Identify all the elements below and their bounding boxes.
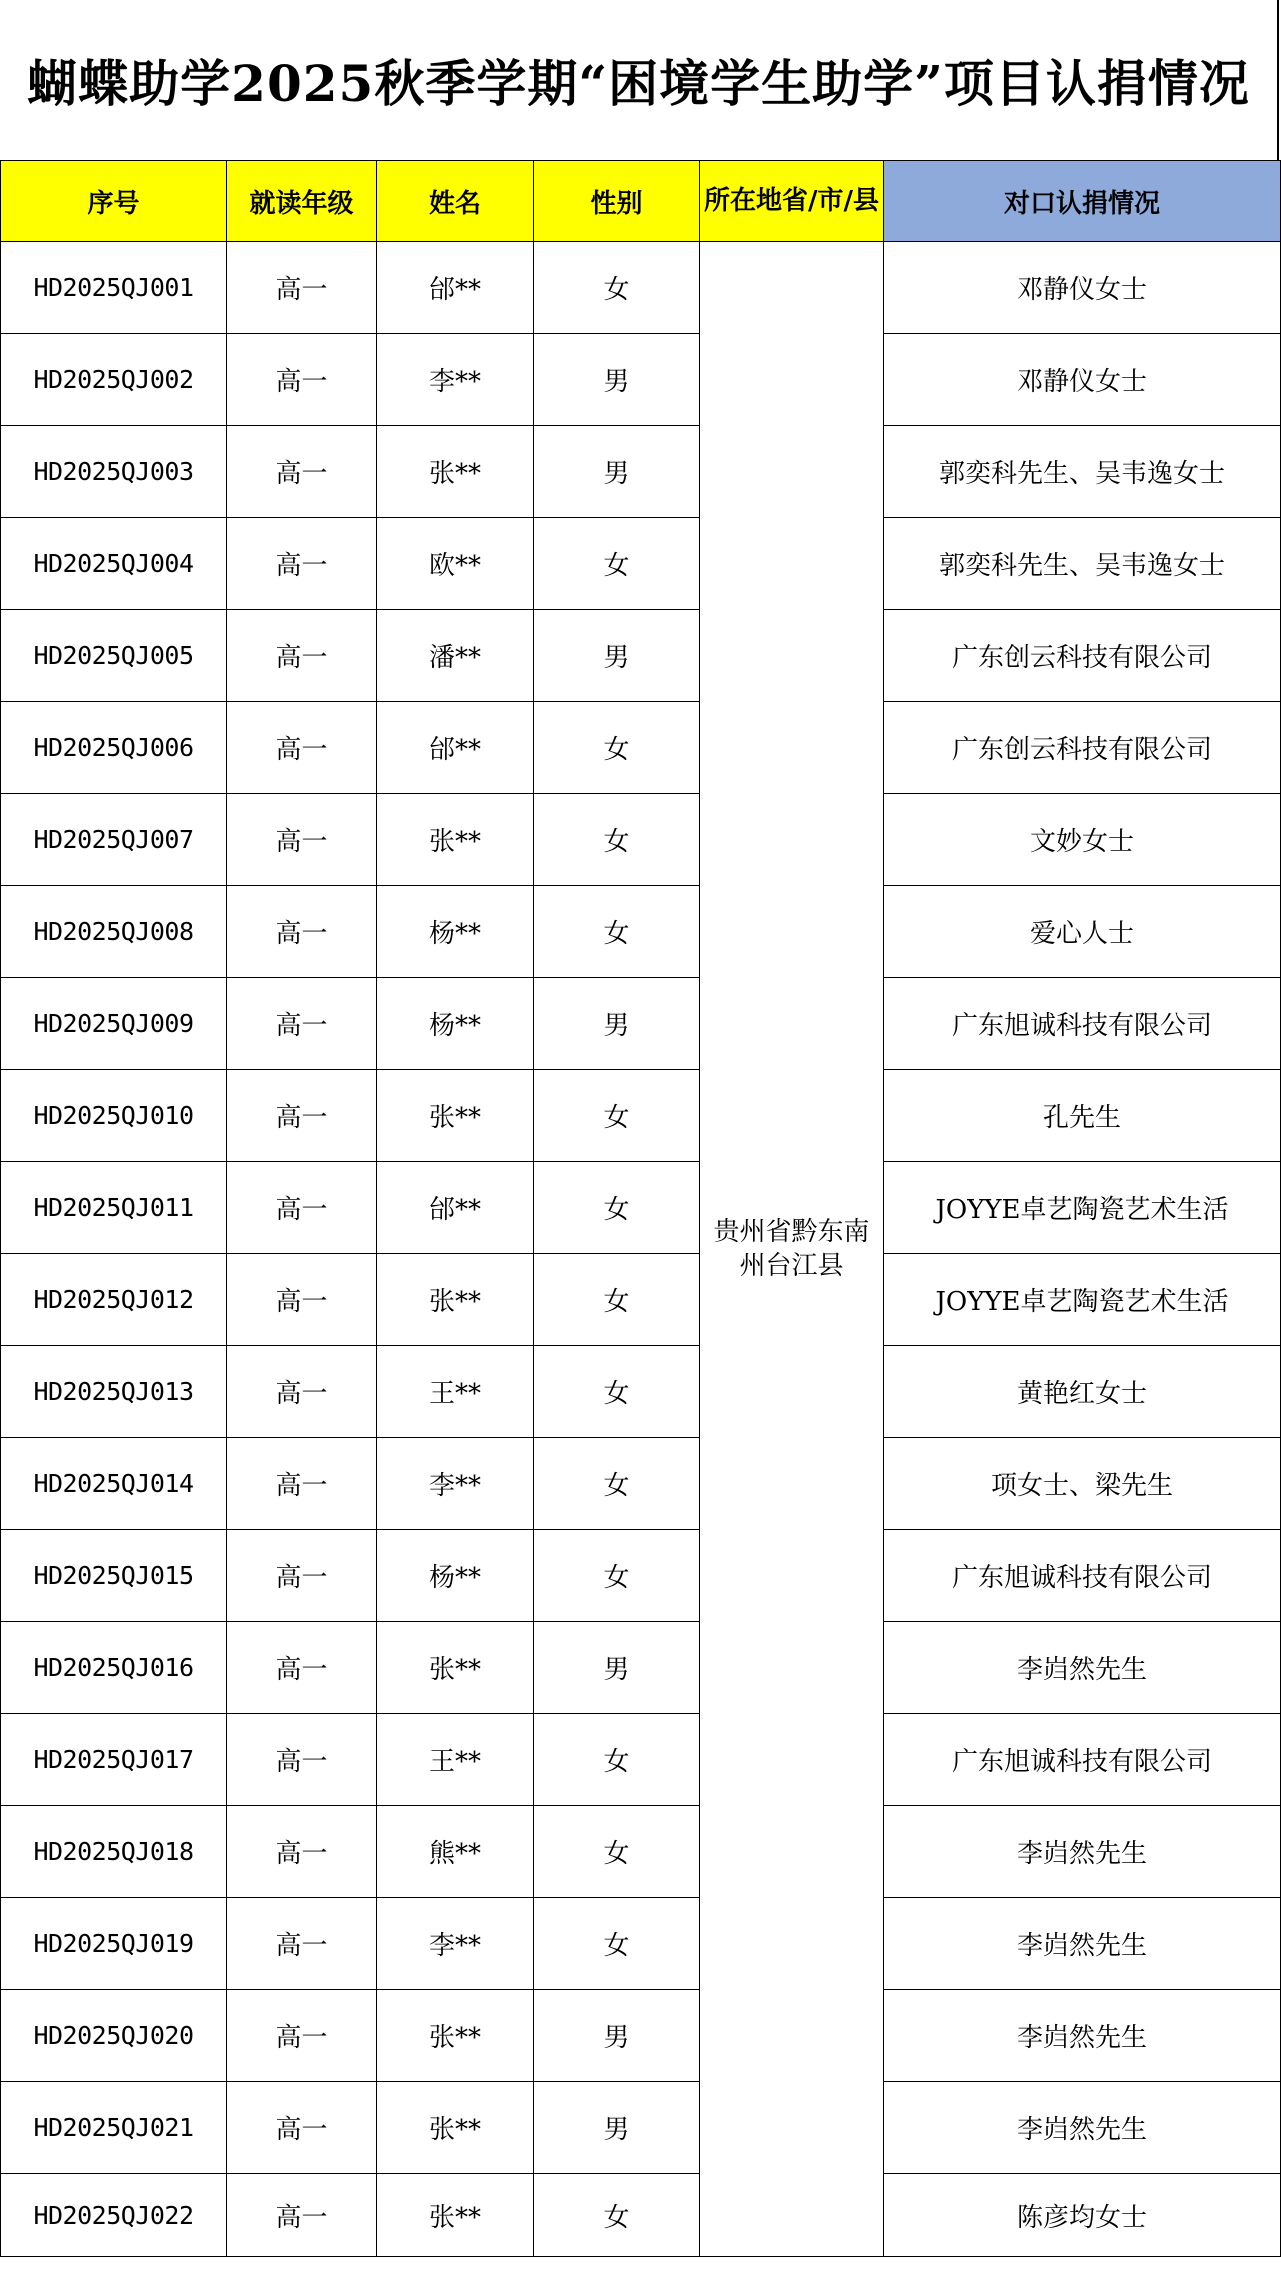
cell-donor: 广东旭诚科技有限公司	[884, 1714, 1281, 1806]
cell-grade: 高一	[227, 1622, 377, 1714]
cell-no: HD2025QJ016	[1, 1622, 227, 1714]
table-row	[1, 610, 1281, 702]
header-donor: 对口认捐情况	[884, 161, 1281, 242]
cell-gender: 男	[534, 978, 700, 1070]
cell-grade: 高一	[227, 426, 377, 518]
header-row	[1, 161, 1281, 242]
cell-grade: 高一	[227, 1070, 377, 1162]
cell-donor: JOYYE卓艺陶瓷艺术生活	[884, 1162, 1281, 1254]
cell-gender: 男	[534, 426, 700, 518]
cell-gender: 女	[534, 1438, 700, 1530]
cell-gender: 男	[534, 610, 700, 702]
table-row	[1, 886, 1281, 978]
cell-gender: 女	[534, 1806, 700, 1898]
cell-grade: 高一	[227, 1346, 377, 1438]
cell-name: 邰**	[377, 242, 534, 334]
cell-no: HD2025QJ020	[1, 1990, 227, 2082]
cell-no: HD2025QJ009	[1, 978, 227, 1070]
cell-name: 熊**	[377, 1806, 534, 1898]
cell-donor: 广东旭诚科技有限公司	[884, 1530, 1281, 1622]
cell-name: 张**	[377, 1254, 534, 1346]
table-row	[1, 2082, 1281, 2174]
cell-gender: 女	[534, 1346, 700, 1438]
cell-gender: 女	[534, 886, 700, 978]
cell-no: HD2025QJ015	[1, 1530, 227, 1622]
cell-no: HD2025QJ005	[1, 610, 227, 702]
cell-grade: 高一	[227, 1898, 377, 1990]
table-row	[1, 426, 1281, 518]
table-row	[1, 1346, 1281, 1438]
cell-donor: 项女士、梁先生	[884, 1438, 1281, 1530]
cell-name: 欧**	[377, 518, 534, 610]
cell-name: 王**	[377, 1714, 534, 1806]
cell-no: HD2025QJ010	[1, 1070, 227, 1162]
cell-grade: 高一	[227, 978, 377, 1070]
table-row	[1, 242, 1281, 334]
header-no: 序号	[1, 161, 227, 242]
cell-grade: 高一	[227, 1990, 377, 2082]
table-row	[1, 794, 1281, 886]
table-row	[1, 1162, 1281, 1254]
cell-grade: 高一	[227, 2082, 377, 2174]
cell-grade: 高一	[227, 1806, 377, 1898]
cell-gender: 女	[534, 1070, 700, 1162]
title-box	[0, 0, 1279, 160]
cell-no: HD2025QJ014	[1, 1438, 227, 1530]
table-row	[1, 1530, 1281, 1622]
cell-gender: 男	[534, 334, 700, 426]
cell-donor: 广东创云科技有限公司	[884, 610, 1281, 702]
table-row	[1, 334, 1281, 426]
header-name: 姓名	[377, 161, 534, 242]
cell-name: 邰**	[377, 1162, 534, 1254]
cell-no: HD2025QJ008	[1, 886, 227, 978]
cell-donor: 李岿然先生	[884, 1806, 1281, 1898]
cell-donor: 李岿然先生	[884, 1622, 1281, 1714]
cell-grade: 高一	[227, 518, 377, 610]
cell-donor: 爱心人士	[884, 886, 1281, 978]
header-grade: 就读年级	[227, 161, 377, 242]
cell-grade: 高一	[227, 610, 377, 702]
cell-donor: 邓静仪女士	[884, 334, 1281, 426]
cell-grade: 高一	[227, 1530, 377, 1622]
cell-grade: 高一	[227, 702, 377, 794]
cell-grade: 高一	[227, 1254, 377, 1346]
cell-grade: 高一	[227, 1162, 377, 1254]
cell-donor: 广东创云科技有限公司	[884, 702, 1281, 794]
table-row	[1, 1898, 1281, 1990]
table-row	[1, 2174, 1281, 2257]
table-row	[1, 1714, 1281, 1806]
cell-name: 杨**	[377, 1530, 534, 1622]
cell-grade: 高一	[227, 794, 377, 886]
cell-gender: 女	[534, 2174, 700, 2257]
cell-donor: 李岿然先生	[884, 1898, 1281, 1990]
cell-no: HD2025QJ012	[1, 1254, 227, 1346]
cell-no: HD2025QJ011	[1, 1162, 227, 1254]
cell-gender: 女	[534, 1530, 700, 1622]
cell-donor: 陈彦均女士	[884, 2174, 1281, 2257]
cell-name: 杨**	[377, 886, 534, 978]
cell-donor: 郭奕科先生、吴韦逸女士	[884, 426, 1281, 518]
cell-donor: 郭奕科先生、吴韦逸女士	[884, 518, 1281, 610]
cell-grade: 高一	[227, 2174, 377, 2257]
table-row	[1, 1254, 1281, 1346]
cell-gender: 女	[534, 518, 700, 610]
donation-table	[0, 160, 1281, 2257]
table-row	[1, 518, 1281, 610]
table-row	[1, 1070, 1281, 1162]
cell-name: 潘**	[377, 610, 534, 702]
cell-no: HD2025QJ019	[1, 1898, 227, 1990]
cell-name: 张**	[377, 1990, 534, 2082]
cell-grade: 高一	[227, 886, 377, 978]
table-row	[1, 702, 1281, 794]
cell-grade: 高一	[227, 1714, 377, 1806]
cell-region: 贵州省黔东南州台江县	[700, 242, 884, 2257]
cell-name: 张**	[377, 1622, 534, 1714]
cell-gender: 男	[534, 1622, 700, 1714]
cell-donor: 邓静仪女士	[884, 242, 1281, 334]
table-row	[1, 1806, 1281, 1898]
table-row	[1, 1622, 1281, 1714]
table-row	[1, 1438, 1281, 1530]
cell-gender: 男	[534, 1990, 700, 2082]
cell-no: HD2025QJ017	[1, 1714, 227, 1806]
cell-no: HD2025QJ003	[1, 426, 227, 518]
cell-name: 张**	[377, 426, 534, 518]
cell-no: HD2025QJ006	[1, 702, 227, 794]
table-row	[1, 978, 1281, 1070]
cell-gender: 女	[534, 794, 700, 886]
cell-no: HD2025QJ013	[1, 1346, 227, 1438]
cell-name: 李**	[377, 334, 534, 426]
cell-no: HD2025QJ007	[1, 794, 227, 886]
cell-name: 杨**	[377, 978, 534, 1070]
cell-gender: 女	[534, 702, 700, 794]
cell-gender: 女	[534, 1162, 700, 1254]
cell-grade: 高一	[227, 1438, 377, 1530]
cell-no: HD2025QJ022	[1, 2174, 227, 2257]
cell-grade: 高一	[227, 334, 377, 426]
cell-donor: 文妙女士	[884, 794, 1281, 886]
cell-name: 张**	[377, 2082, 534, 2174]
header-region: 所在地省/市/县	[700, 161, 884, 242]
cell-name: 张**	[377, 1070, 534, 1162]
cell-donor: 黄艳红女士	[884, 1346, 1281, 1438]
cell-name: 李**	[377, 1438, 534, 1530]
cell-no: HD2025QJ002	[1, 334, 227, 426]
cell-no: HD2025QJ018	[1, 1806, 227, 1898]
cell-no: HD2025QJ004	[1, 518, 227, 610]
cell-gender: 女	[534, 1898, 700, 1990]
cell-donor: JOYYE卓艺陶瓷艺术生活	[884, 1254, 1281, 1346]
cell-donor: 孔先生	[884, 1070, 1281, 1162]
cell-gender: 女	[534, 1714, 700, 1806]
cell-donor: 广东旭诚科技有限公司	[884, 978, 1281, 1070]
cell-name: 王**	[377, 1346, 534, 1438]
cell-gender: 女	[534, 242, 700, 334]
cell-no: HD2025QJ001	[1, 242, 227, 334]
cell-gender: 女	[534, 1254, 700, 1346]
header-gender: 性别	[534, 161, 700, 242]
page-title: 蝴蝶助学2025秋季学期“困境学生助学”项目认捐情况	[27, 54, 1250, 113]
cell-name: 张**	[377, 2174, 534, 2257]
cell-grade: 高一	[227, 242, 377, 334]
cell-no: HD2025QJ021	[1, 2082, 227, 2174]
cell-name: 邰**	[377, 702, 534, 794]
cell-donor: 李岿然先生	[884, 2082, 1281, 2174]
cell-name: 张**	[377, 794, 534, 886]
cell-donor: 李岿然先生	[884, 1990, 1281, 2082]
table-row	[1, 1990, 1281, 2082]
table-body	[1, 242, 1281, 2257]
cell-name: 李**	[377, 1898, 534, 1990]
cell-gender: 男	[534, 2082, 700, 2174]
